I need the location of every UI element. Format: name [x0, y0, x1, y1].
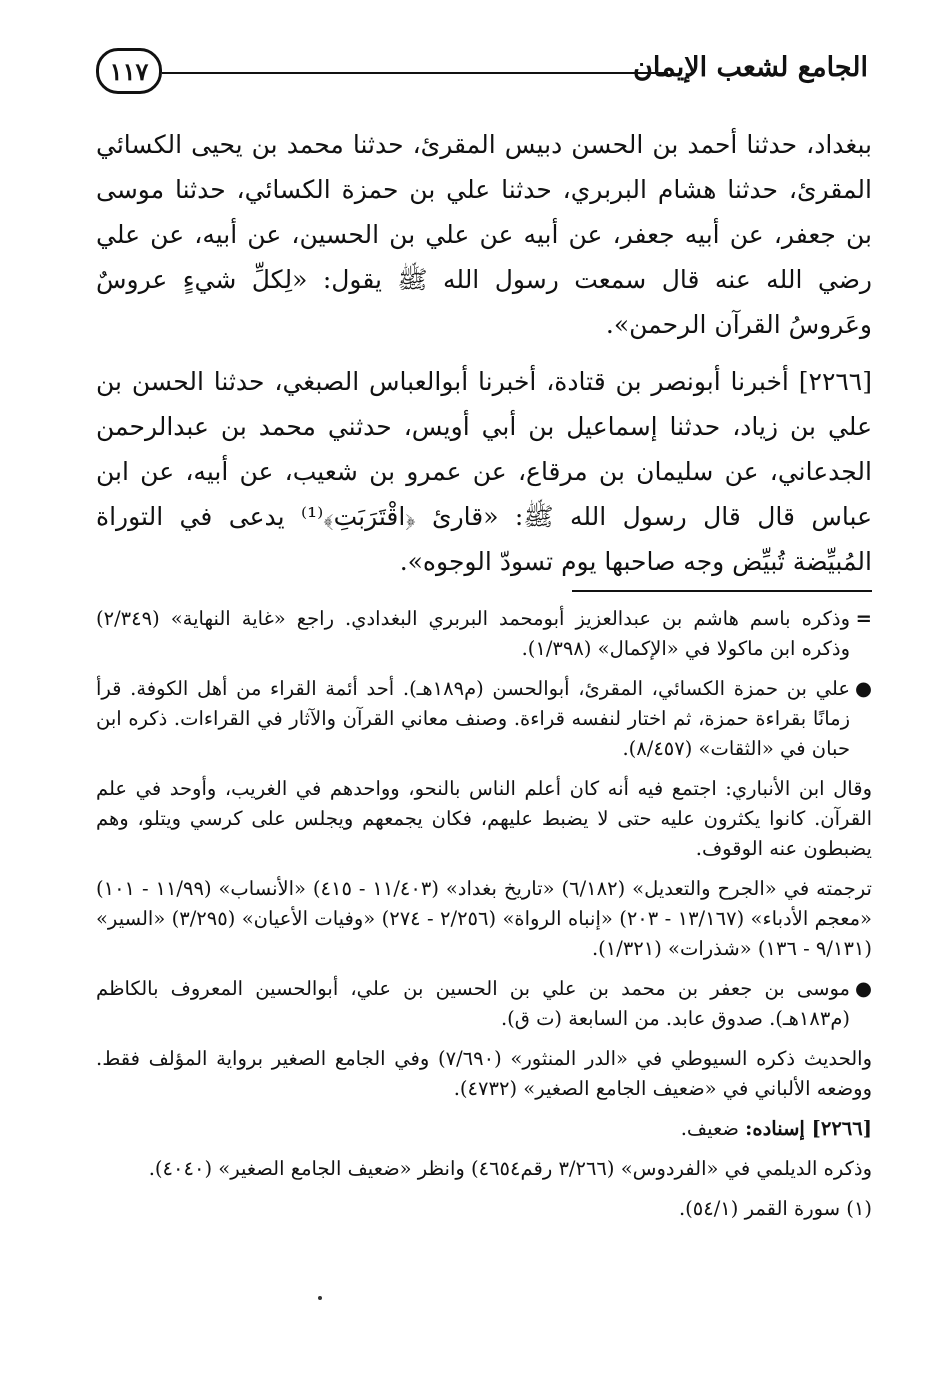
footnote-separator [572, 590, 872, 592]
footnote-kisai [96, 674, 872, 764]
bullet-icon: ● [854, 677, 872, 700]
continuation-marker: = [855, 607, 872, 630]
stray-dot [318, 1296, 322, 1300]
header-rule [162, 72, 668, 74]
footnote-text: علي بن حمزة الكسائي، المقرئ، أبوالحسن (م١٨٩هـ). أحد أئمة القراء من أهل الكوفة. قرأ زمانًا بقراءة حمزة، ثم اختار لنفسه قراءة. وصنف معاني القرآن والآثار في القراءات. ذكره ابن حبان في «الثقات» (٨/٤٥٧). [96, 677, 850, 760]
running-title: الجامع لشعب الإيمان [633, 52, 868, 83]
footnote-musa [96, 974, 872, 1034]
isnad-value: ضعيف. [680, 1117, 739, 1140]
hadith-paragraph: ببغداد، حدثنا أحمد بن الحسن دبيس المقرئ، حدثنا محمد بن يحيى الكسائي المقرئ، حدثنا هشام البربري، حدثنا علي بن حمزة الكسائي، حدثنا موسى بن جعفر، عن أبيه جعفر، عن أبيه عن علي بن الحسين، عن أبيه، عن علي رضي الله عنه قال سمعت رسول الله ﷺ يقول: «لِكلِّ شيءٍ عروسٌ وعَروسُ القرآن الرحمن». [96, 130, 872, 339]
footnote-biography-refs: ترجمته في «الجرح والتعديل» (٦/١٨٢) «تاريخ بغداد» (١١/٤٠٣ - ٤١٥) «الأنساب» (١١/٩٩ - ١٠١) «معجم الأدباء» (١٣/١٦٧ - ٢٠٣) «إنباه الرواة» (٢/٢٥٦ - ٢٧٤) «وفيات الأعيان» (٣/٢٩٥) «السير» (٩/١٣١ - ١٣٦) «شذرات» (١/٣٢١). [96, 877, 872, 960]
footnote-surah: (١) سورة القمر (٥٤/١). [678, 1197, 872, 1220]
footnote-isnad [96, 1114, 872, 1144]
footnote-continuation [96, 604, 872, 664]
footnote-text: وذكره باسم هاشم بن عبدالعزيز أبومحمد البربري البغدادي. راجع «غاية النهاية» (٢/٣٤٩) وذكره ابن ماكولا في «الإكمال» (١/٣٩٨). [96, 607, 850, 660]
footnotes [96, 604, 872, 1234]
footnote-hadith-note: والحديث ذكره السيوطي في «الدر المنثور» (٧/٦٩٠) وفي الجامع الصغير برواية المؤلف فقط. ووضعه الألباني في «ضعيف الجامع الصغير» (٤٧٣٢). [96, 1047, 872, 1100]
isnad-label: [٢٢٦٦] إسناده: [745, 1117, 872, 1140]
bullet-icon: ● [854, 977, 872, 1000]
footnote-text: موسى بن جعفر بن محمد بن علي بن الحسين بن علي، أبوالحسين المعروف بالكاظم (م١٨٣هـ). صدوق عابد. من السابعة (ت ق). [96, 977, 850, 1030]
page-number: ١١٧ [96, 48, 162, 94]
footnote-daylami: وذكره الديلمي في «الفردوس» (٣/٢٦٦ رقم٤٦٥٤) وانظر «ضعيف الجامع الصغير» (٤٠٤٠). [148, 1157, 872, 1180]
footnote-anbari: وقال ابن الأنباري: اجتمع فيه أنه كان أعلم الناس بالنحو، وواحدهم في الغريب، وأوحد في علم القرآن. كانوا يكثرون عليه حتى لا يضبط عليهم، فكان يجمعهم ويجلس على كرسي ويتلو، وهم يضبطون عنه الوقوف. [96, 777, 872, 860]
hadith-paragraph: [٢٢٦٦] أخبرنا أبونصر بن قتادة، أخبرنا أبوالعباس الصبغي، حدثنا الحسن بن علي بن زياد، حدثنا إسماعيل بن أبي أويس، حدثني محمد بن عبدالرحمن الجدعاني، عن سليمان بن مرقاع، عن عمرو بن شعيب، عن أبيه، عن ابن عباس قال قال رسول الله ﷺ: «قارئ ﴿اقْتَرَبَتِ﴾⁽¹⁾ يدعى في التوراة المُبيِّضة تُبيِّض وجه صاحبها يوم تسودّ الوجوه». [96, 367, 873, 576]
page-header [96, 48, 868, 104]
main-text [96, 122, 872, 596]
